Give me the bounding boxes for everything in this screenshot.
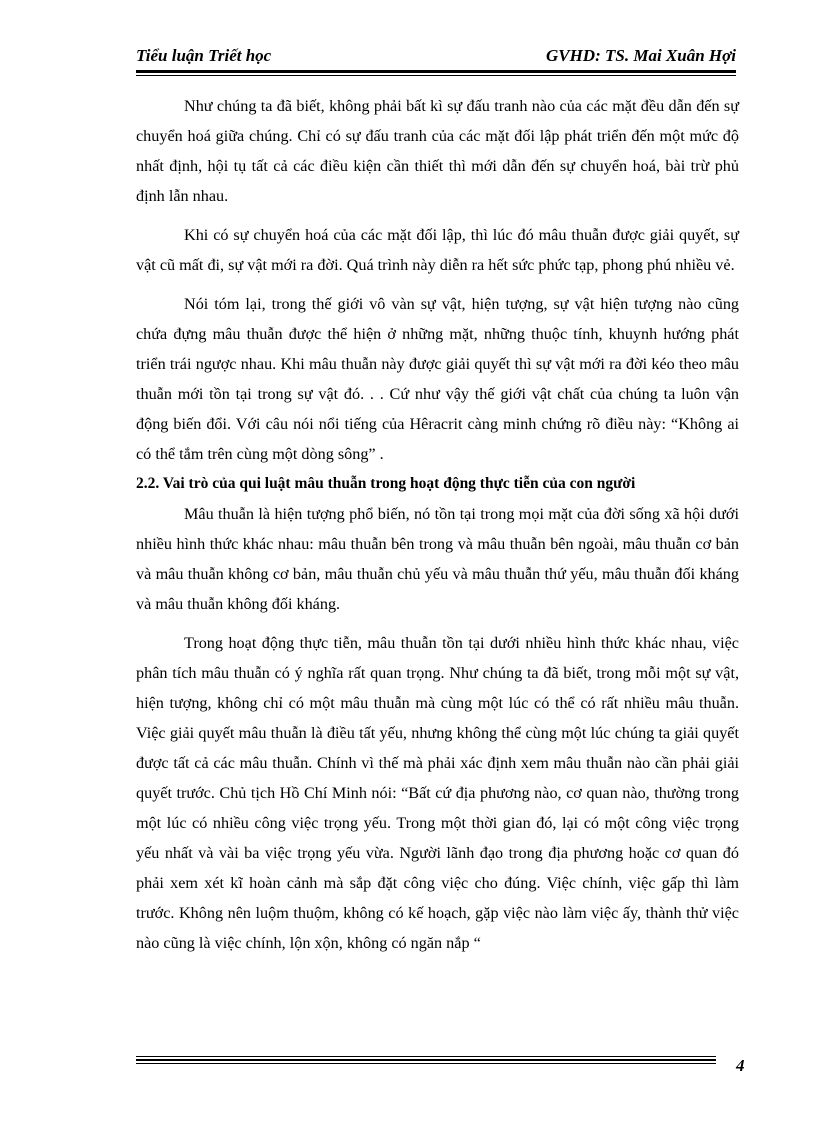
section-heading: 2.2. Vai trò của qui luật mâu thuẫn trong hoạt động thực tiễn của con người [136,475,636,492]
paragraph-5: Trong hoạt động thực tiễn, mâu thuẫn tồn tại dưới nhiều hình thức khác nhau, việc phân tích mâu thuẫn có ý nghĩa rất quan trọng. Như chúng ta đã biết, trong mỗi một sự vật, hiện tượng, không chỉ có một mâu thuẫn mà cùng một lúc có thể có rất nhiều mâu thuẫn. Việc giải quyết mâu thuẫn là điều tất yếu, nhưng không thể cùng một lúc chúng ta giải quyết được tất cả các mâu thuẫn. Chính vì thế mà phải xác định xem mâu thuẫn nào cần phải giải quyết trước. Chủ tịch Hồ Chí Minh nói: “Bất cứ địa phương nào, cơ quan nào, thường trong một lúc có nhiều công việc trọng yếu. Trong một thời gian đó, lại có một công việc trọng yếu nhất và vài ba việc trọng yếu vừa. Người lãnh đạo trong địa phương hoặc cơ quan đó phải xem xét kĩ hoàn cảnh mà sắp đặt công việc cho đúng. Việc chính, việc gấp thì làm trước. Không nên luộm thuộm, không có kế hoạch, gặp việc nào làm việc ấy, thành thử việc nào cũng là việc chính, lộn xộn, không có ngăn nắp “ [136,634,739,952]
header-rule-thin [136,75,736,76]
page-number: 4 [736,1056,745,1075]
footer-rule-bottom [136,1063,716,1064]
header-title: Tiểu luận Triết học [136,46,272,65]
paragraph-3: Nói tóm lại, trong thế giới vô vàn sự vật, hiện tượng, sự vật hiện tượng nào cũng chứa đựng mâu thuẫn được thể hiện ở những mặt, những thuộc tính, khuynh hướng phát triển trái ngược nhau. Khi mâu thuẫn này được giải quyết thì sự vật mới ra đời kéo theo mâu thuẫn mới tồn tại trong sự vật đó. . . Cứ như vậy thế giới vật chất của chúng ta luôn vận động biến đổi. Với câu nói nổi tiếng của Hêracrit càng minh chứng rõ điều này: “Không ai có thể tắm trên cùng một dòng sông” . [136,295,739,463]
document-body [136,91,739,967]
footer-rule-middle [136,1059,716,1061]
paragraph-2: Khi có sự chuyển hoá của các mặt đối lập, thì lúc đó mâu thuẫn được giải quyết, sự vật cũ mất đi, sự vật mới ra đời. Quá trình này diễn ra hết sức phức tạp, phong phú nhiều vẻ. [136,226,739,274]
paragraph-4: Mâu thuẫn là hiện tượng phổ biến, nó tồn tại trong mọi mặt của đời sống xã hội dưới nhiều hình thức khác nhau: mâu thuẫn bên trong và mâu thuẫn bên ngoài, mâu thuẫn cơ bản và mâu thuẫn không cơ bản, mâu thuẫn chủ yếu và mâu thuẫn thứ yếu, mâu thuẫn đối kháng và mâu thuẫn không đối kháng. [136,505,739,613]
paragraph-1: Như chúng ta đã biết, không phải bất kì sự đấu tranh nào của các mặt đều dẫn đến sự chuyển hoá giữa chúng. Chỉ có sự đấu tranh của các mặt đối lập phát triển đến một mức độ nhất định, hội tụ tất cả các điều kiện cần thiết thì mới dẫn đến sự chuyển hoá, bài trừ phủ định lẫn nhau. [136,97,739,205]
header-supervisor: GVHD: TS. Mai Xuân Hợi [545,46,736,65]
footer-rule-top [136,1056,716,1057]
header-rule-thick [136,70,736,73]
page-header [136,46,736,68]
